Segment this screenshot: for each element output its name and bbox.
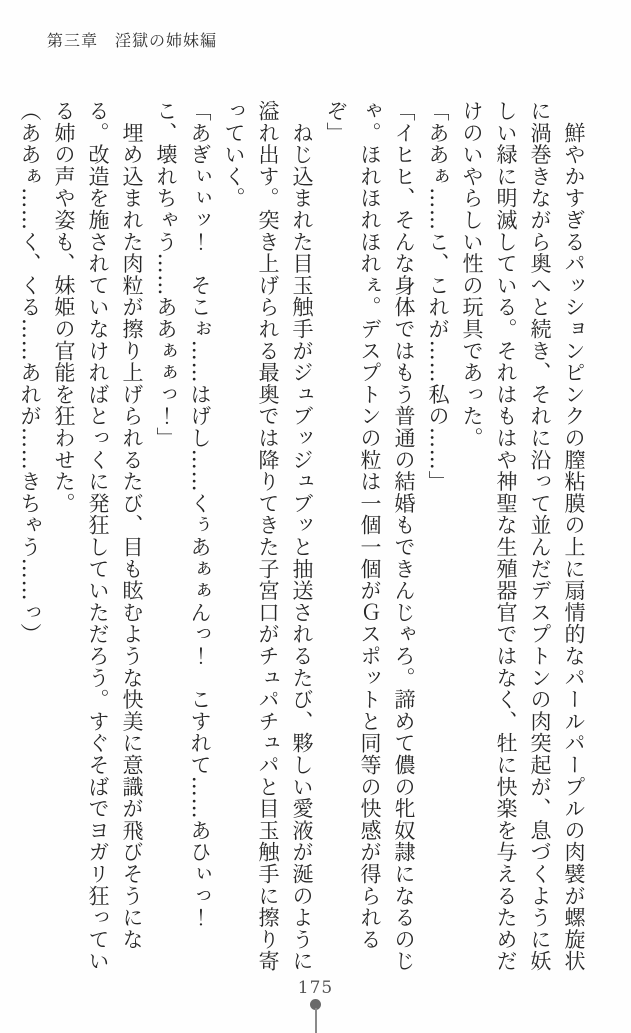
footer-rule-ornament <box>315 1008 317 1033</box>
paragraph-dialogue-2: 「イヒヒ、そんな身体ではもう普通の結婚もできんじゃろ。諦めて儂の牝奴隷になるのじゃ。ほれほれほれぇ。デスプトンの粒は一個一個がＧスポットと同等の快感が得られるぞ」 <box>324 100 416 972</box>
chapter-header: 第三章 淫獄の姉妹編 <box>47 31 218 50</box>
paragraph-inner-monologue: （ああぁ……く、くる……あれが……きちゃう……っ） <box>18 100 42 645</box>
paragraph-narration-3: 埋め込まれた肉粒が擦り上げられるたび、目も眩むような快美に意識が飛びそうになる。改造を施されていなければとっくに発狂していただろう。すぐそばでヨガリ狂っている姉の声や姿も、妹姫の官能を狂わせた。 <box>52 100 144 972</box>
paragraph-dialogue-3: 「あぎぃぃッ！ そこぉ……はげし……くぅあぁぁんっ！ こすれて……あひぃっ！ こ、壊れちゃう……ああぁぁっ！」 <box>154 100 212 951</box>
paragraph-dialogue-1: 「ああぁ……こ、これが……私の……」 <box>426 100 450 493</box>
paragraph-narration-1: 鮮やかすぎるパッションピンクの膣粘膜の上に扇情的なパールパープルの肉襞が螺旋状に渦巻きながら奥へと続き、それに沿って並んだデスプトンの肉突起が、息づくように妖しい緑に明滅している。それはもはや神聖な生殖器官ではなく、牡に快楽を与えるためだけのいやらしい性の玩具であった。 <box>460 100 586 972</box>
body-text <box>18 100 591 972</box>
page-number: 175 <box>297 978 334 998</box>
paragraph-narration-2: ねじ込まれた目玉触手がジュブッジュブッと抽送されるたび、夥しい愛液が涎のように溢れ出す。突き上げられる最奥では降りてきた子宮口がチュパチュパと目玉触手に擦り寄っていく。 <box>222 100 314 972</box>
